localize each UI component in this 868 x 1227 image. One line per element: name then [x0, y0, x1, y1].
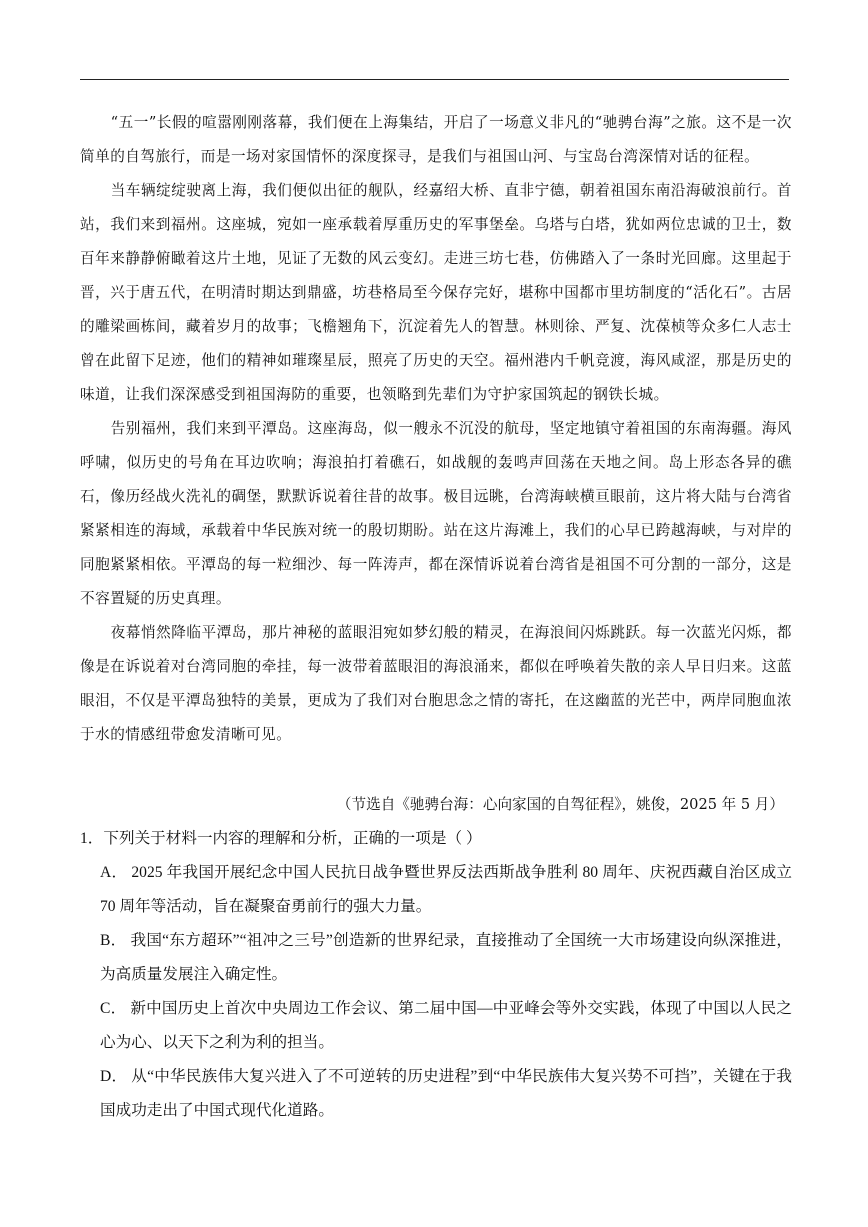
- passage-paragraph: 告别福州，我们来到平潭岛。这座海岛，似一艘永不沉没的航母，坚定地镇守着祖国的东南海疆。海风呼啸，似历史的号角在耳边吹响；海浪拍打着礁石，如战舰的轰鸣声回荡在天地之间。岛上形态各异的礁石，像历经战火洗礼的碉堡，默默诉说着往昔的故事。极目远眺，台湾海峡横亘眼前，这片将大陆与台湾省紧紧相连的海域，承载着中华民族对统一的殷切期盼。站在这片海滩上，我们的心早已跨越海峡，与对岸的同胞紧紧相依。平潭岛的每一粒细沙、每一阵涛声，都在深情诉说着台湾省是祖国不可分割的一部分，这是不容置疑的历史真理。: [80, 420, 792, 607]
- option-text: 2025 年我国开展纪念中国人民抗日战争暨世界反法西斯战争胜利 80 周年、庆祝西藏自治区成立 70 周年等活动，旨在凝聚奋勇前行的强大力量。: [100, 864, 792, 915]
- header-rule: [80, 79, 789, 80]
- question-1: [80, 822, 792, 1128]
- passage-paragraph: 夜幕悄然降临平潭岛，那片神秘的蓝眼泪宛如梦幻般的精灵，在海浪间闪烁跳跃。每一次蓝光闪烁，都像是在诉说着对台湾同胞的牵挂，每一波带着蓝眼泪的海浪涌来，都似在呼唤着失散的亲人早日归来。这蓝眼泪，不仅是平潭岛独特的美景，更成为了我们对台胞思念之情的寄托，在这幽蓝的光芒中，两岸同胞血浓于水的情感纽带愈发清晰可见。: [80, 624, 792, 743]
- option-d[interactable]: [80, 1060, 792, 1128]
- option-letter: B．: [100, 932, 127, 949]
- option-text: 我国“东方超环”“祖冲之三号”创造新的世界纪录，直接推动了全国统一大市场建设向纵深推进，为高质量发展注入确定性。: [100, 932, 793, 983]
- option-b[interactable]: [80, 924, 792, 992]
- passage-paragraph: “五一”长假的喧嚣刚刚落幕，我们便在上海集结，开启了一场意义非凡的“驰骋台海”之旅。这不是一次简单的自驾旅行，而是一场对家国情怀的深度探寻，是我们与祖国山河、与宝岛台湾深情对话的征程。: [80, 114, 792, 165]
- option-text: 新中国历史上首次中央周边工作会议、第二届中国—中亚峰会等外交实践，体现了中国以人民之心为心、以天下之利为利的担当。: [100, 1000, 792, 1051]
- question-stem: 1．下列关于材料一内容的理解和分析，正确的一项是（ ）: [80, 830, 482, 847]
- passage-paragraph: 当车辆绽绽驶离上海，我们便似出征的舰队，经嘉绍大桥、直非宁德，朝着祖国东南沿海破浪前行。首站，我们来到福州。这座城，宛如一座承载着厚重历史的军事堡垒。乌塔与白塔，犹如两位忠诚的卫士，数百年来静静俯瞰着这片土地，见证了无数的风云变幻。走进三坊七巷，仿佛踏入了一条时光回廊。这里起于晋，兴于唐五代，在明清时期达到鼎盛，坊巷格局至今保存完好，堪称中国都市里坊制度的“活化石”。古居的雕梁画栋间，藏着岁月的故事；飞檐翘角下，沉淀着先人的智慧。林则徐、严复、沈葆桢等众多仁人志士曾在此留下足迹，他们的精神如璀璨星辰，照亮了历史的天空。福州港内千帆竞渡，海风咸涩，那是历史的味道，让我们深深感受到祖国海防的重要，也领略到先辈们为守护家国筑起的钢铁长城。: [80, 182, 792, 403]
- option-letter: D．: [100, 1068, 128, 1085]
- option-c[interactable]: [80, 992, 792, 1060]
- reading-passage: [80, 106, 792, 752]
- option-a[interactable]: [80, 856, 792, 924]
- passage-source: （节选自《驰骋台海：心向家国的自驾征程》，姚俊，2025 年 5 月）: [336, 796, 784, 813]
- option-letter: A．: [100, 864, 128, 881]
- option-text: 从“中华民族伟大复兴进入了不可逆转的历史进程”到“中华民族伟大复兴势不可挡”，关键在于我国成功走出了中国式现代化道路。: [100, 1068, 793, 1119]
- option-letter: C．: [100, 1000, 127, 1017]
